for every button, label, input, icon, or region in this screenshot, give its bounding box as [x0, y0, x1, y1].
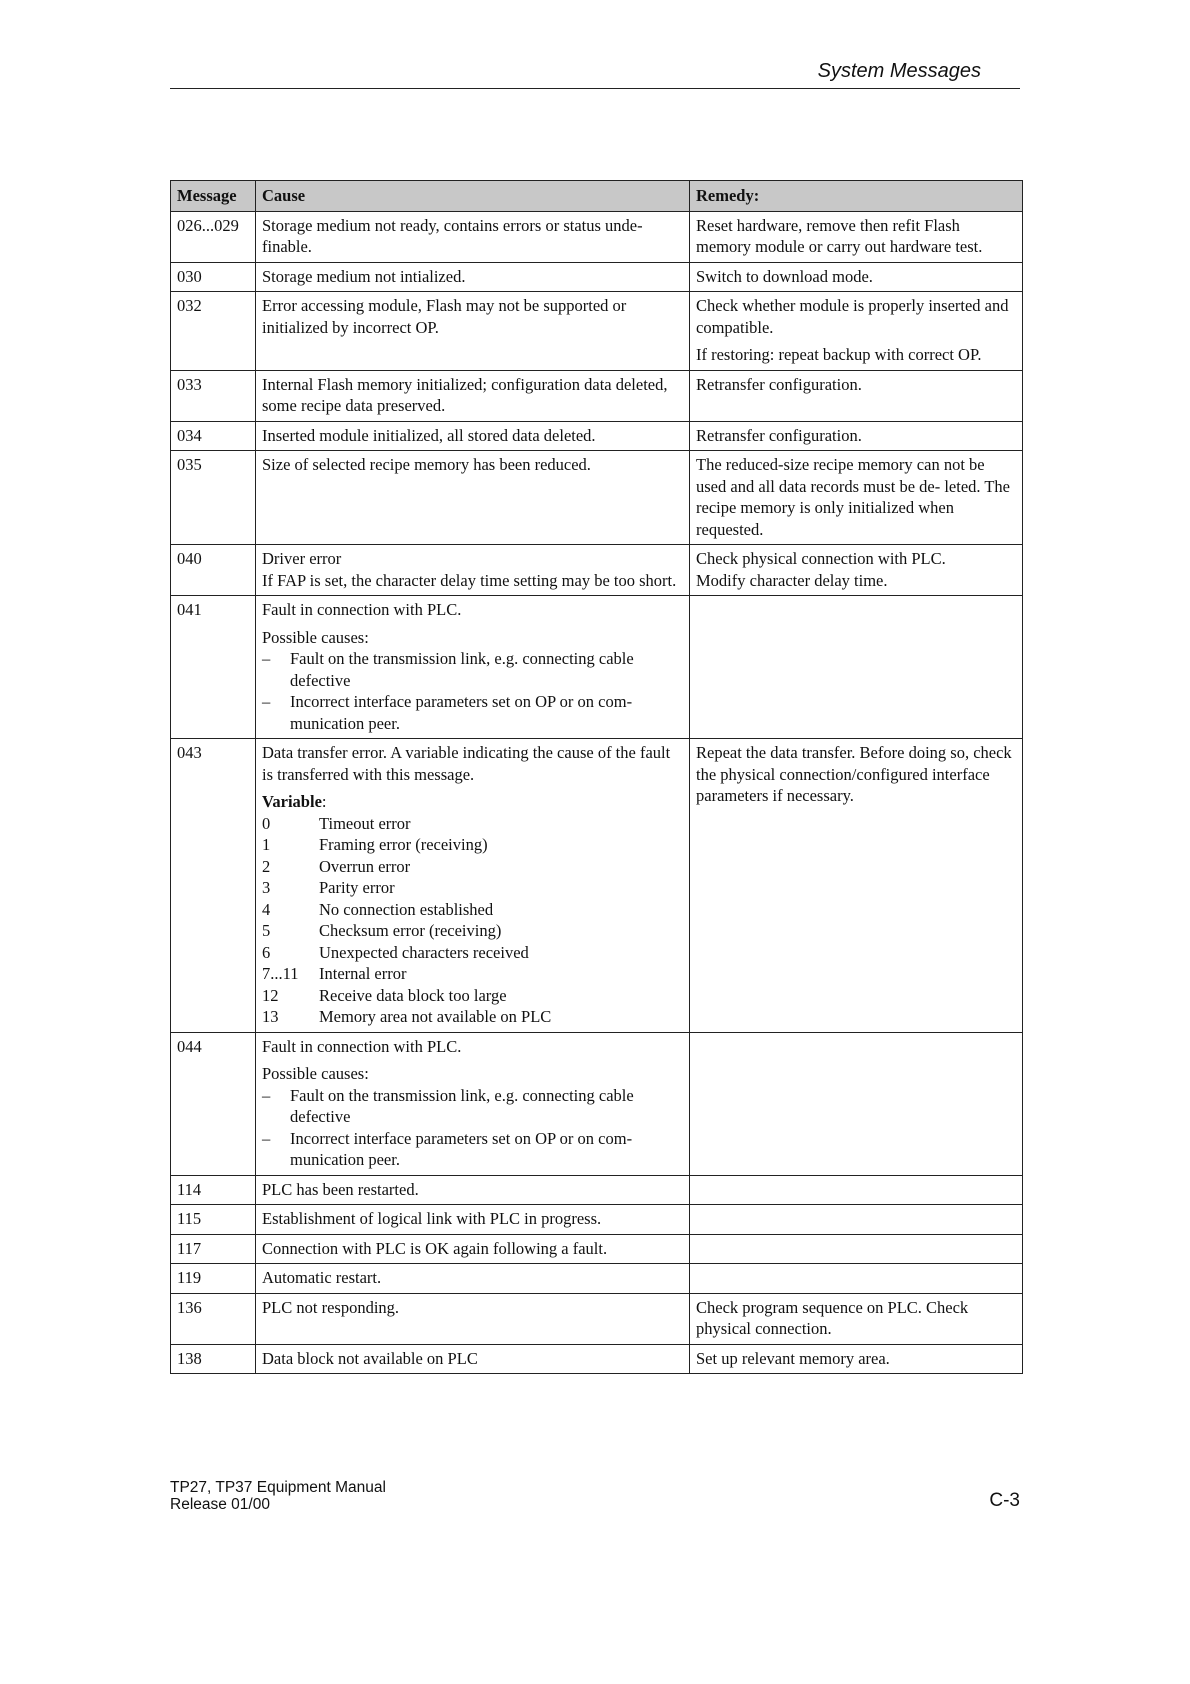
cause-bullet: – Incorrect interface parameters set on OP or on com- munication peer. — [262, 1128, 683, 1171]
table-row — [171, 292, 1023, 371]
cause-bullet: – Fault on the transmission link, e.g. connecting cable defective — [262, 648, 683, 691]
page-number: C-3 — [989, 1490, 1020, 1511]
message-code: 040 — [171, 545, 256, 596]
message-remedy — [690, 1205, 1023, 1235]
cause-bullet-text: Fault on the transmission link, e.g. connecting cable defective — [290, 649, 634, 690]
message-code: 035 — [171, 451, 256, 545]
message-remedy — [690, 1264, 1023, 1294]
table-row — [171, 1344, 1023, 1374]
message-remedy: Check physical connection with PLC. — [696, 549, 946, 568]
variable-row — [262, 813, 683, 835]
message-remedy: Repeat the data transfer. Before doing so, check the physical connection/configured interface parameters if necessary. — [690, 739, 1023, 1033]
message-code: 033 — [171, 370, 256, 421]
table-row — [171, 1032, 1023, 1175]
message-cause: Storage medium not intialized. — [256, 262, 690, 292]
cause-bullet-text: Fault on the transmission link, e.g. connecting cable defective — [290, 1085, 634, 1126]
message-remedy — [690, 1032, 1023, 1175]
variable-row — [262, 856, 683, 878]
system-messages-table — [170, 180, 1023, 1374]
message-remedy-cell — [690, 292, 1023, 371]
column-header-remedy: Remedy: — [690, 181, 1023, 212]
header-rule — [170, 88, 1020, 89]
message-remedy — [690, 1175, 1023, 1205]
message-cause: Connection with PLC is OK again following a fault. — [256, 1234, 690, 1264]
variable-row — [262, 942, 683, 964]
message-remedy-note: Modify character delay time. — [696, 570, 888, 590]
variable-text: Timeout error — [319, 813, 411, 833]
table-row — [171, 1264, 1023, 1294]
variable-text: Framing error (receiving) — [319, 835, 488, 854]
message-cause: Inserted module initialized, all stored data deleted. — [256, 421, 690, 451]
variable-code: 13 — [262, 1007, 279, 1026]
message-code: 043 — [171, 739, 256, 1033]
message-cause: Fault in connection with PLC. — [262, 1036, 462, 1056]
message-cause: PLC has been restarted. — [256, 1175, 690, 1205]
variable-row — [262, 920, 683, 942]
message-code: 044 — [171, 1032, 256, 1175]
message-cause: Error accessing module, Flash may not be supported or initialized by incorrect OP. — [256, 292, 690, 371]
variable-text: Unexpected characters received — [319, 942, 529, 962]
variable-label: Variable — [262, 792, 322, 811]
column-header-cause: Cause — [256, 181, 690, 212]
message-code: 117 — [171, 1234, 256, 1264]
message-cause-detail: If FAP is set, the character delay time setting may be too short. — [262, 570, 677, 590]
variable-code: 6 — [262, 942, 271, 962]
message-cause: Data transfer error. A variable indicating the cause of the fault is transferred with this message. — [262, 743, 671, 784]
table-row — [171, 1175, 1023, 1205]
message-cause-cell — [256, 739, 690, 1033]
message-remedy: Check program sequence on PLC. Check physical connection. — [690, 1293, 1023, 1344]
message-code: 119 — [171, 1264, 256, 1294]
table-row — [171, 211, 1023, 262]
message-remedy-note: If restoring: repeat backup with correct OP. — [696, 345, 982, 364]
variable-code: 7...11 — [262, 964, 299, 983]
message-cause: PLC not responding. — [256, 1293, 690, 1344]
table-row — [171, 596, 1023, 739]
message-remedy: Set up relevant memory area. — [690, 1344, 1023, 1374]
variable-code: 5 — [262, 921, 271, 940]
variable-row — [262, 985, 683, 1007]
variable-code: 2 — [262, 856, 271, 876]
table-row — [171, 421, 1023, 451]
message-code: 026...029 — [171, 211, 256, 262]
message-cause: Storage medium not ready, contains errors or status unde- finable. — [256, 211, 690, 262]
cause-bullet: – Incorrect interface parameters set on OP or on com- munication peer. — [262, 691, 683, 734]
table-row — [171, 1234, 1023, 1264]
table-row — [171, 1293, 1023, 1344]
message-remedy: The reduced-size recipe memory can not be used and all data records must be de- leted. The recipe memory is only initialized when requested. — [690, 451, 1023, 545]
variable-heading: Variable: — [262, 792, 327, 811]
variable-row — [262, 899, 683, 921]
table-row — [171, 262, 1023, 292]
variable-row — [262, 834, 683, 856]
variable-text: Memory area not available on PLC — [319, 1007, 552, 1026]
variable-row — [262, 963, 683, 985]
page-header-title: System Messages — [817, 60, 981, 82]
message-cause: Fault in connection with PLC. — [262, 600, 462, 619]
cause-bullet: – Fault on the transmission link, e.g. connecting cable defective — [262, 1085, 683, 1128]
message-cause: Automatic restart. — [256, 1264, 690, 1294]
table-row — [171, 451, 1023, 545]
message-cause: Driver error — [262, 549, 342, 568]
message-code: 136 — [171, 1293, 256, 1344]
footer-release: Release 01/00 — [170, 1496, 270, 1513]
message-code: 032 — [171, 292, 256, 371]
table-header-row — [171, 181, 1023, 212]
table-row — [171, 1205, 1023, 1235]
variable-text: Internal error — [319, 964, 407, 983]
message-remedy: Retransfer configuration. — [690, 421, 1023, 451]
footer-manual-title: TP27, TP37 Equipment Manual — [170, 1479, 386, 1496]
message-remedy: Check whether module is properly inserted and compatible. — [696, 296, 1009, 337]
message-code: 034 — [171, 421, 256, 451]
message-remedy: Reset hardware, remove then refit Flash memory module or carry out hardware test. — [690, 211, 1023, 262]
message-cause: Size of selected recipe memory has been reduced. — [256, 451, 690, 545]
message-cause-cell — [256, 545, 690, 596]
message-cause: Data block not available on PLC — [256, 1344, 690, 1374]
message-code: 138 — [171, 1344, 256, 1374]
message-code: 041 — [171, 596, 256, 739]
column-header-message: Message — [171, 181, 256, 212]
cause-bullet-text: Incorrect interface parameters set on OP or on com- munication peer. — [290, 692, 633, 733]
message-cause: Internal Flash memory initialized; configuration data deleted, some recipe data preserved. — [256, 370, 690, 421]
message-cause-cell — [256, 596, 690, 739]
variable-text: No connection established — [319, 899, 494, 919]
message-code: 030 — [171, 262, 256, 292]
message-code: 114 — [171, 1175, 256, 1205]
variable-code: 0 — [262, 813, 271, 833]
message-code: 115 — [171, 1205, 256, 1235]
message-cause-cell — [256, 1032, 690, 1175]
table-row — [171, 370, 1023, 421]
cause-bullet-text: Incorrect interface parameters set on OP or on com- munication peer. — [290, 1128, 633, 1169]
message-remedy-cell — [690, 545, 1023, 596]
variable-code: 12 — [262, 985, 279, 1005]
message-cause: Establishment of logical link with PLC in progress. — [256, 1205, 690, 1235]
variable-row — [262, 877, 683, 899]
variable-text: Receive data block too large — [319, 985, 507, 1005]
variable-text: Overrun error — [319, 856, 411, 876]
possible-causes-label: Possible causes: — [262, 1064, 369, 1083]
variable-code: 3 — [262, 878, 271, 897]
variable-code: 4 — [262, 899, 271, 919]
table-row — [171, 739, 1023, 1033]
variable-code: 1 — [262, 835, 271, 854]
message-remedy — [690, 596, 1023, 739]
message-remedy — [690, 1234, 1023, 1264]
possible-causes-label: Possible causes: — [262, 627, 369, 647]
variable-row — [262, 1006, 683, 1028]
message-remedy: Switch to download mode. — [690, 262, 1023, 292]
variable-text: Checksum error (receiving) — [319, 921, 502, 940]
variable-text: Parity error — [319, 878, 395, 897]
footer-manual-info — [170, 1479, 386, 1513]
table-row — [171, 545, 1023, 596]
message-remedy: Retransfer configuration. — [690, 370, 1023, 421]
